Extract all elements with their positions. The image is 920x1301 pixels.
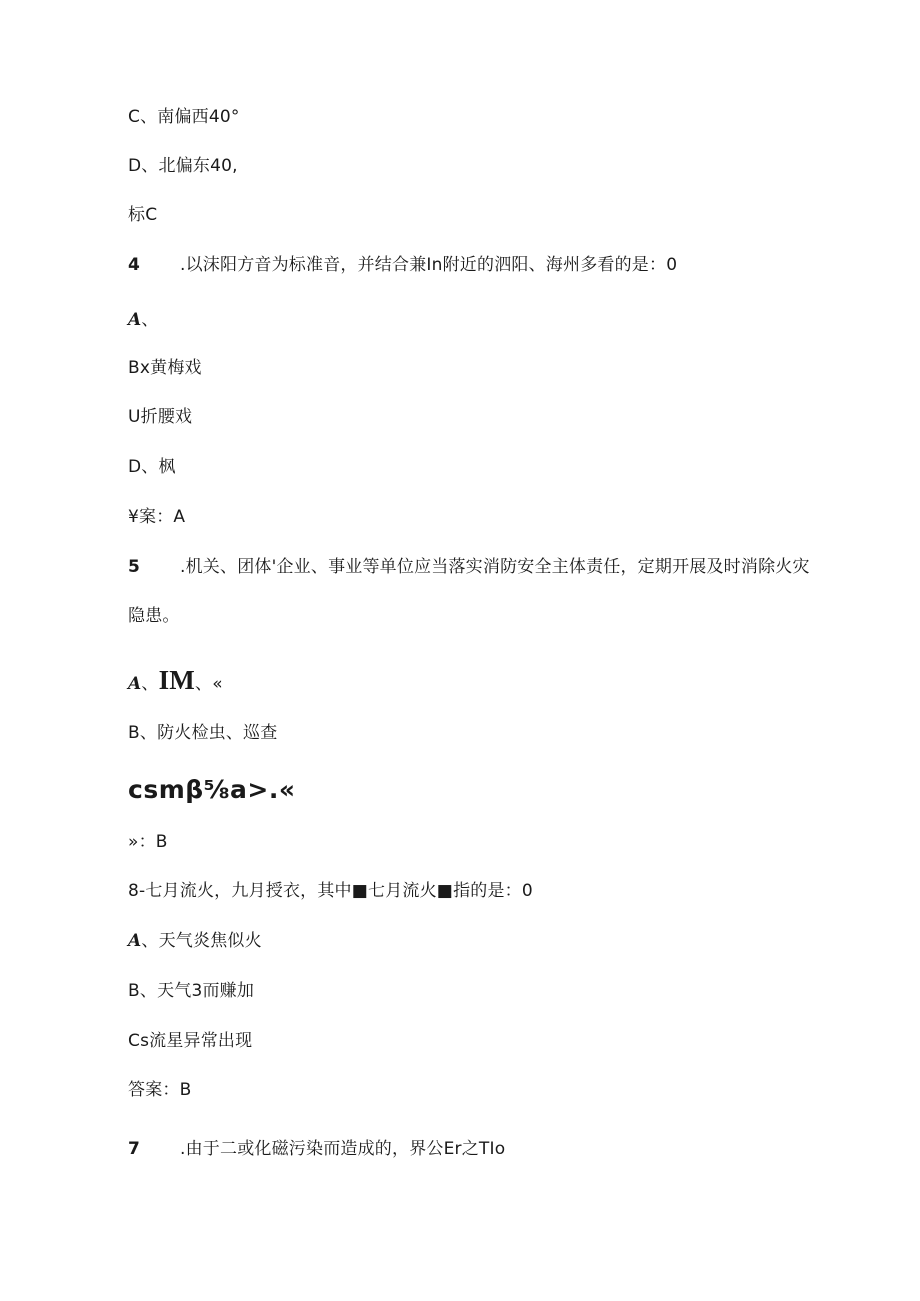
option-d-north-east: D、北偏东40, bbox=[128, 156, 238, 176]
question-4-number: 4 bbox=[128, 255, 141, 275]
answer-q4: ¥案：A bbox=[128, 507, 186, 527]
answer-q6: 答案：B bbox=[128, 1080, 192, 1100]
option-a-q6 bbox=[128, 930, 262, 952]
option-a-separator: 、 bbox=[141, 310, 159, 330]
question-6: 8-七月流火，九月授衣，其中■七月流火■指的是：0 bbox=[128, 881, 533, 901]
option-c-south-west: C、南偏西40° bbox=[128, 107, 240, 127]
option-a-text: 、天气炎焦似火 bbox=[141, 931, 262, 951]
question-4 bbox=[128, 254, 677, 276]
question-4-text: .以沫阳方音为标准音，并结合兼In附近的泗阳、海州多看的是：0 bbox=[180, 255, 678, 275]
question-5-number: 5 bbox=[128, 557, 141, 577]
option-a-q5 bbox=[128, 665, 223, 699]
option-a-letter: A bbox=[128, 931, 142, 951]
question-5-continuation: 隐患。 bbox=[128, 606, 180, 626]
answer-line-1: 标C bbox=[128, 205, 158, 225]
option-a-garbled-text: IM bbox=[158, 665, 195, 695]
option-c-garbled: csmβ⅝a>.« bbox=[128, 775, 296, 804]
question-7-text: .由于二或化磁污染而造成的，界公Er之TIo bbox=[180, 1139, 506, 1159]
question-5-text: .机关、团体'企业、事业等单位应当落实消防安全主体责任，定期开展及时消除火灾 bbox=[180, 557, 810, 577]
option-a-letter: A bbox=[128, 310, 142, 330]
option-b-q6: B、天气3而赚加 bbox=[128, 981, 255, 1001]
option-a-separator: 、 bbox=[141, 674, 159, 694]
option-b-fire-inspection: B、防火检虫、巡查 bbox=[128, 723, 278, 743]
question-7 bbox=[128, 1138, 505, 1160]
option-a-q4 bbox=[128, 309, 159, 331]
option-c-zheyao-opera: U折腰戏 bbox=[128, 407, 193, 427]
option-c-q6: Cs流星异常出现 bbox=[128, 1031, 253, 1051]
question-7-number: 7 bbox=[128, 1139, 141, 1159]
option-a-letter: A bbox=[128, 674, 142, 694]
question-5 bbox=[128, 556, 810, 578]
option-a-tail: 、« bbox=[195, 674, 223, 694]
option-d-feng: D、枫 bbox=[128, 457, 176, 477]
answer-q5: »：B bbox=[128, 832, 168, 852]
option-b-huangmei-opera: Bx黄梅戏 bbox=[128, 358, 202, 378]
